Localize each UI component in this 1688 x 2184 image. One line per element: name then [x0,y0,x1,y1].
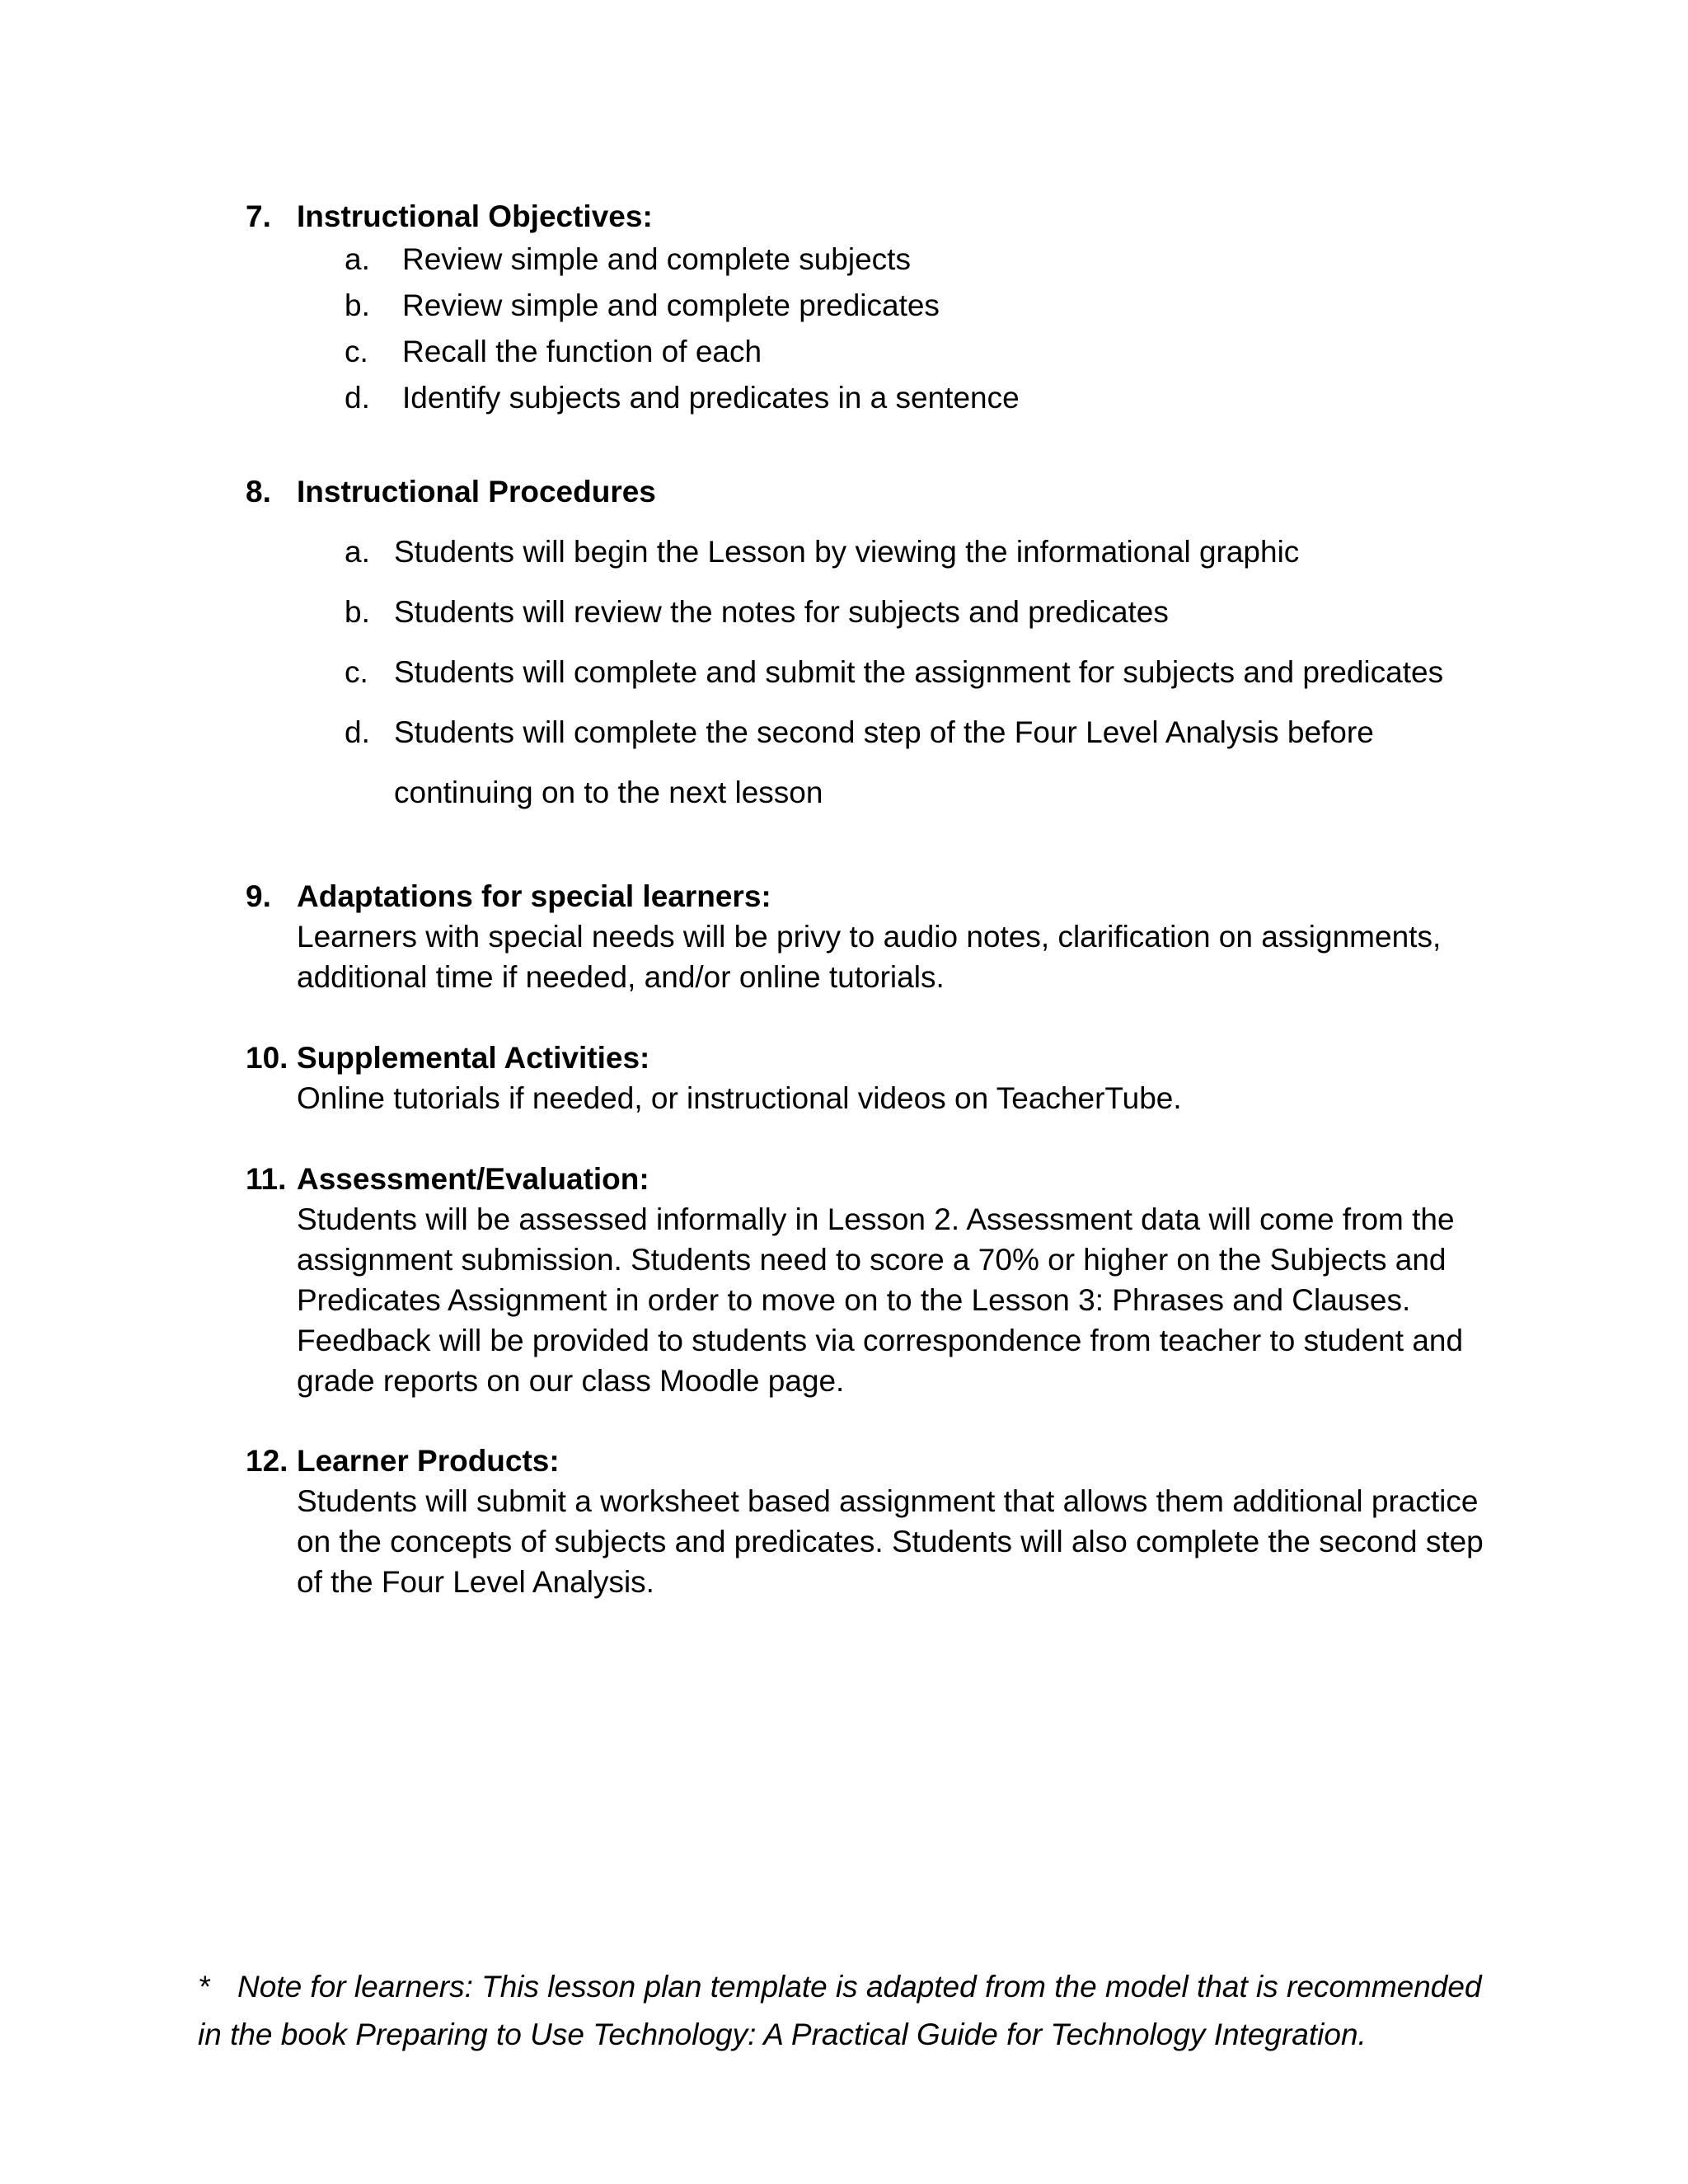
list-letter: a. [345,535,370,569]
list-text: Recall the function of each [402,335,762,368]
section-title: Adaptations for special learners: [297,879,771,913]
list-item [246,642,1498,702]
section-assessment [246,1159,1498,1401]
list-item-continuation [246,762,1498,823]
list-item [246,522,1498,582]
list-letter: a. [345,242,370,276]
list-text: Students will begin the Lesson by viewing the informational graphic [394,535,1300,569]
list-letter: d. [345,381,370,415]
section-supplemental [246,1038,1498,1118]
list-letter: c. [345,335,368,368]
list-text: Review simple and complete predicates [402,288,940,322]
list-text: continuing on to the next lesson [394,776,823,809]
section-instructional-procedures [246,471,1498,823]
section-number: 7. [246,199,271,233]
footnote-line: in the book Preparing to Use Technology: A Practical Guide for Technology Integration. [198,2018,1367,2051]
list-letter: d. [345,715,370,749]
section-body [297,916,1498,997]
list-text: Identify subjects and predicates in a sentence [402,381,1020,415]
section-number: 12. [246,1444,288,1478]
list-text: Students will review the notes for subjects and predicates [394,595,1169,629]
footnote-marker: * [198,1970,210,2004]
section-title: Instructional Procedures [297,475,656,509]
body-line: on the concepts of subjects and predicates. Students will also complete the second step [297,1525,1484,1558]
list-item [246,582,1498,642]
footnote-line [198,1963,1550,2011]
section-title: Learner Products: [297,1444,560,1478]
list-item [246,375,1498,421]
list-text: Students will complete and submit the assignment for subjects and predicates [394,655,1444,689]
footnote [198,1963,1550,2059]
section-title: Supplemental Activities: [297,1041,650,1075]
section-title: Instructional Objectives: [297,199,653,233]
body-line: Online tutorials if needed, or instructional videos on TeacherTube. [297,1081,1182,1115]
list-text: Students will complete the second step of the Four Level Analysis before [394,715,1374,749]
list-text: Review simple and complete subjects [402,242,911,276]
section-body [297,1078,1498,1118]
section-heading [246,1038,1498,1078]
footnote-text: Note for learners: This lesson plan template is adapted from the model that is recommended [237,1970,1482,2004]
section-instructional-objectives [246,196,1498,421]
body-line: Predicates Assignment in order to move on to the Lesson 3: Phrases and Clauses. [297,1283,1411,1317]
section-heading [246,876,1498,916]
section-heading [246,196,1498,237]
list-item [246,702,1498,762]
section-number: 8. [246,475,271,509]
section-heading [246,471,1498,512]
body-line: Students will be assessed informally in Lesson 2. Assessment data will come from the [297,1202,1455,1236]
list-item [246,329,1498,375]
section-body [297,1199,1498,1401]
body-line: Feedback will be provided to students via correspondence from teacher to student and [297,1324,1464,1357]
section-title: Assessment/Evaluation: [297,1162,649,1196]
section-heading [246,1441,1498,1481]
section-number: 9. [246,879,271,913]
body-line: of the Four Level Analysis. [297,1565,654,1599]
procedures-list [246,522,1498,823]
list-item [246,237,1498,283]
list-letter: c. [345,655,368,689]
section-learner-products [246,1441,1498,1602]
section-body [297,1481,1498,1602]
section-number: 10. [246,1041,288,1075]
body-line: grade reports on our class Moodle page. [297,1364,845,1398]
body-line: Students will submit a worksheet based assignment that allows them additional practice [297,1484,1479,1518]
section-adaptations [246,876,1498,997]
section-heading [246,1159,1498,1199]
list-item [246,283,1498,329]
body-line: Learners with special needs will be privy to audio notes, clarification on assignments, [297,920,1442,954]
body-line: additional time if needed, and/or online tutorials. [297,960,945,994]
section-number: 11. [246,1162,287,1196]
list-letter: b. [345,288,370,322]
body-line: assignment submission. Students need to score a 70% or higher on the Subjects and [297,1243,1447,1277]
objectives-list [246,237,1498,421]
list-letter: b. [345,595,370,629]
